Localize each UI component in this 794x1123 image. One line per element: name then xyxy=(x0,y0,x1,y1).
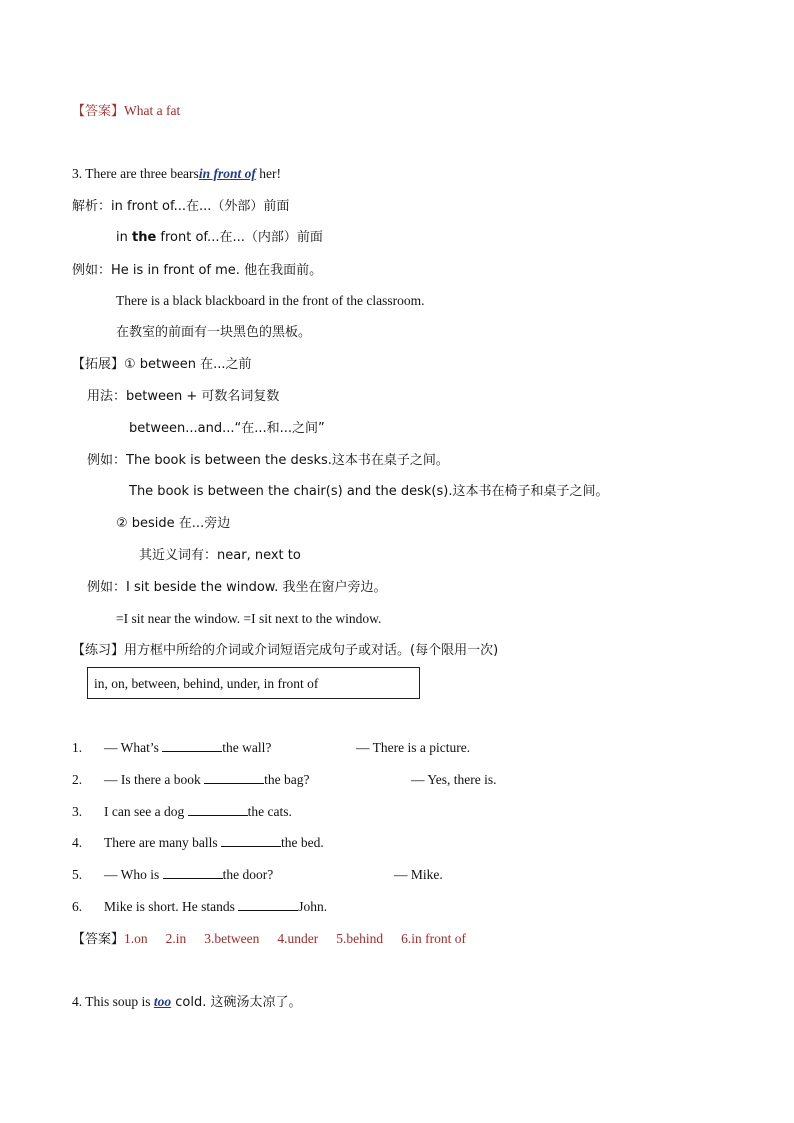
example-1-line-3: 在教室的前面有一块黑色的黑板。 xyxy=(116,325,312,340)
exercise-label: 【练习】 xyxy=(72,643,125,658)
item-4-keyword: too xyxy=(153,994,172,1009)
answer-blank[interactable] xyxy=(204,771,264,784)
extension-example-text-1: The book is between the desks.这本书在桌子之间。 xyxy=(126,453,449,468)
extension-example-3 xyxy=(87,579,386,597)
answer-item: 4.under xyxy=(277,931,319,946)
item-3-suffix: her! xyxy=(255,166,281,181)
question-reply: — There is a picture. xyxy=(356,740,471,755)
example-label: 例如： xyxy=(72,263,112,278)
analysis-line-1 xyxy=(72,197,289,216)
answer-item: 1.on xyxy=(124,931,148,946)
synonym-text: near, next to xyxy=(217,548,301,563)
answer-blank[interactable] xyxy=(238,898,298,911)
answer-item: 2.in xyxy=(165,931,187,946)
extension-item-1: ① between 在...之前 xyxy=(124,357,252,372)
answer-label: 【答案】 xyxy=(72,104,125,119)
question-text-post: the door? xyxy=(222,867,274,882)
question-row xyxy=(72,866,273,884)
question-number: 6. xyxy=(72,899,83,914)
analysis-label: 解析： xyxy=(72,199,112,214)
example-1-line-1 xyxy=(72,261,322,280)
question-number: 3. xyxy=(72,804,83,819)
item-3-sentence xyxy=(72,165,281,183)
question-text-pre: Mike is short. He stands xyxy=(104,899,239,914)
extension-label: 【拓展】 xyxy=(72,357,125,372)
analysis-text-1: in front of...在...（外部）前面 xyxy=(111,199,290,214)
analysis-line-2-post: front of...在...（内部）前面 xyxy=(156,230,323,245)
question-reply: — Mike. xyxy=(394,867,443,882)
answer-blank[interactable] xyxy=(162,739,222,752)
question-text-post: John. xyxy=(298,899,328,914)
answer-item: 3.between xyxy=(204,931,260,946)
item-4-sentence xyxy=(72,993,302,1012)
analysis-line-2-pre: in xyxy=(116,230,132,245)
question-row xyxy=(72,898,327,916)
item-4-suffix: cold. 这碗汤太凉了。 xyxy=(171,995,302,1010)
question-row xyxy=(72,739,271,757)
item-3-keyword: in front of xyxy=(198,166,256,181)
extension-example-4: =I sit near the window. =I sit next to the window. xyxy=(116,611,382,626)
extension-example-2: The book is between the chair(s) and the desk(s).这本书在椅子和桌子之间。 xyxy=(129,484,609,499)
extension-example-2-label: 例如： xyxy=(87,580,127,595)
extension-item-2: ② beside 在...旁边 xyxy=(116,516,231,531)
answer-blank[interactable] xyxy=(163,866,223,879)
question-number: 2. xyxy=(72,772,83,787)
usage-line-2: between...and...“在...和...之间” xyxy=(129,421,325,436)
extension-example-1 xyxy=(87,452,449,470)
analysis-line-2-bold: the xyxy=(131,230,157,245)
answer-line-2 xyxy=(72,930,484,949)
question-row xyxy=(72,771,309,789)
question-row xyxy=(72,834,324,852)
answer-text: What a fat xyxy=(124,103,181,118)
question-text-post: the cats. xyxy=(247,804,292,819)
example-1-text-1: He is in front of me. 他在我面前。 xyxy=(111,263,323,278)
question-row xyxy=(72,803,292,821)
item-4-prefix: 4. This soup is xyxy=(72,994,154,1009)
question-text-pre: I can see a dog xyxy=(104,804,188,819)
answer-item: 5.behind xyxy=(336,931,384,946)
usage-line-1 xyxy=(87,388,279,406)
question-text-pre: — What’s xyxy=(104,740,163,755)
answer-line-1 xyxy=(72,102,180,121)
usage-text-1: between + 可数名词复数 xyxy=(126,389,280,404)
extension-heading xyxy=(72,356,252,374)
synonym-line xyxy=(139,547,301,565)
question-number: 4. xyxy=(72,835,83,850)
item-3-prefix: 3. There are three bears xyxy=(72,166,199,181)
question-text-post: the bag? xyxy=(264,772,310,787)
usage-label: 用法： xyxy=(87,389,127,404)
question-text-pre: There are many balls xyxy=(104,835,221,850)
question-text-pre: — Is there a book xyxy=(104,772,205,787)
word-box-text: in, on, between, behind, under, in front of xyxy=(94,676,319,691)
word-box xyxy=(87,667,420,699)
question-text-post: the wall? xyxy=(222,740,272,755)
question-number: 5. xyxy=(72,867,83,882)
question-text-pre: — Who is xyxy=(104,867,163,882)
answer-item: 6.in front of xyxy=(401,931,467,946)
extension-example-text-3: I sit beside the window. 我坐在窗户旁边。 xyxy=(126,580,387,595)
question-reply: — Yes, there is. xyxy=(411,772,497,787)
answer-blank[interactable] xyxy=(188,803,248,816)
question-text-post: the bed. xyxy=(280,835,324,850)
exercise-instruction: 用方框中所给的介词或介词短语完成句子或对话。(每个限用一次) xyxy=(124,643,499,658)
extension-example-label: 例如： xyxy=(87,453,127,468)
answer-2-items xyxy=(124,931,484,946)
synonym-label: 其近义词有： xyxy=(139,548,218,563)
exercise-heading xyxy=(72,642,498,660)
question-number: 1. xyxy=(72,740,83,755)
answer-blank[interactable] xyxy=(221,834,281,847)
analysis-line-2 xyxy=(116,229,323,247)
example-1-line-2: There is a black blackboard in the front of the classroom. xyxy=(116,293,425,308)
answer-2-label: 【答案】 xyxy=(72,932,125,947)
